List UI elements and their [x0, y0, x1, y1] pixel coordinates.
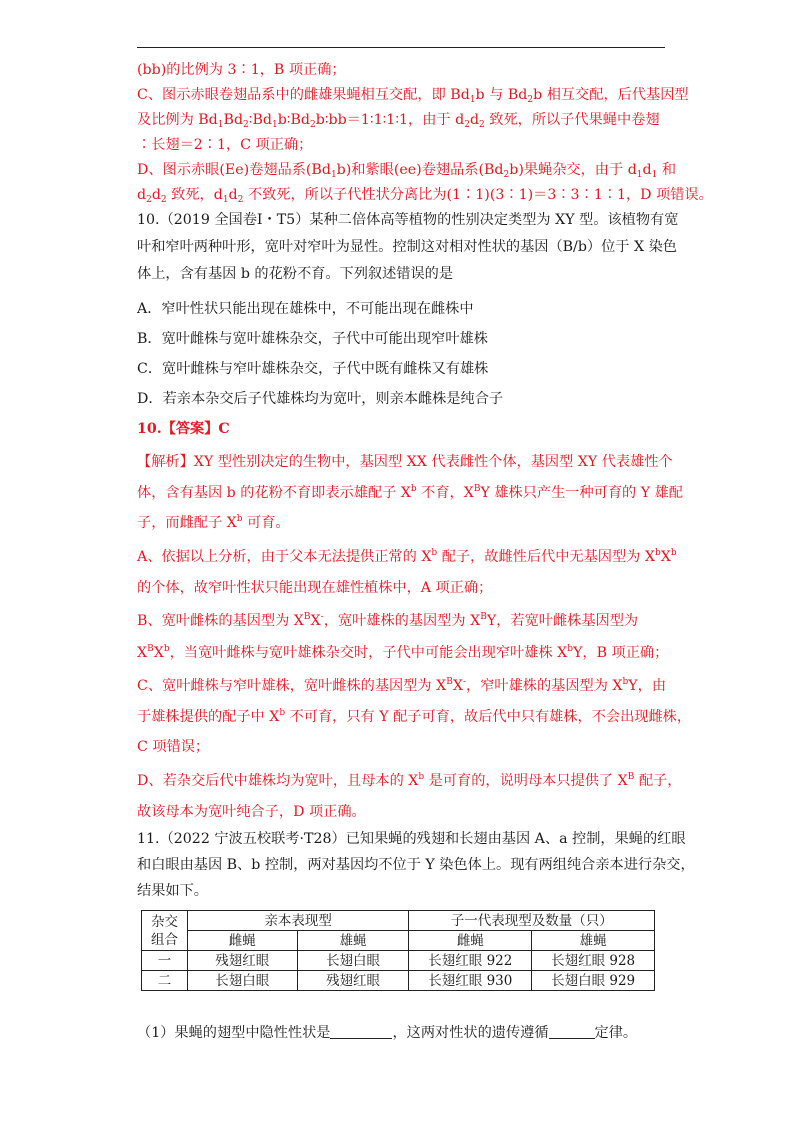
q10-analysis-b-1: B、宽叶雌株的基因型为 $X^BX^-$，宽叶雄株的基因型为 $X^BY$，若宽叶雌株基因型为	[137, 612, 639, 629]
q10-analysis-d-1: D、若杂交后代中雄株均为宽叶，且母本的 $X^b$ 是可育的，说明母本只提供了 $X^B$ 配子，	[137, 772, 682, 789]
cell-parent-female: 长翅白眼	[187, 971, 297, 991]
q10-option-c: C．宽叶雌株与窄叶雄株杂交，子代中既有雌株又有雄株	[137, 361, 489, 377]
cell-f1-female: 长翅红眼 922	[409, 951, 532, 971]
q11-stem-line-2: 和白眼由基因 B、b 控制，两对基因均不位于 Y 染色体上。现有两组纯合亲本进行杂交，	[137, 857, 695, 873]
q10-analysis-intro-3: 子，而雌配子 $X^b$ 可育。	[137, 514, 290, 531]
answer-blank-2[interactable]	[549, 1024, 595, 1039]
table-row	[142, 951, 655, 971]
analysis-c-line-2: 及比例为 $Bd_1Bd_2∶Bd_1b∶Bd_2b∶bb=1∶1∶1∶1$，由于 $d_2d_2$ 致死，所以子代果蝇中卷翅	[137, 112, 660, 130]
q10-analysis-c-1: C、宽叶雌株与窄叶雄株，宽叶雌株的基因型为 $X^BX^-$，窄叶雄株的基因型为 $X^bY$，由	[137, 677, 667, 694]
header-parent-female: 雌蝇	[187, 931, 297, 951]
table-header-row	[142, 911, 655, 931]
q11-stem-line-1: 11.（2022 宁波五校联考·T28）已知果蝇的残翅和长翅由基因 A、a 控制，果蝇的红眼	[137, 831, 686, 847]
q10-stem-line-1: 10.（2019 全国卷Ⅰ・T5）某种二倍体高等植物的性别决定类型为 XY 型。该植物有宽	[137, 212, 679, 228]
q10-option-b: B．宽叶雌株与宽叶雄株杂交，子代中可能出现窄叶雄株	[137, 331, 488, 347]
cell-parent-male: 长翅白眼	[297, 951, 409, 971]
header-f1: 子一代表现型及数量（只）	[409, 911, 655, 931]
q10-analysis-intro-2: 体，含有基因 b 的花粉不育即表示雄配子 $X^b$ 不育，$X^BY$ 雄株只产生一种可育的 Y 雄配	[137, 484, 683, 501]
q10-stem-line-2: 叶和窄叶两种叶形，宽叶对窄叶为显性。控制这对相对性状的基因（B/b）位于 X 染色	[137, 239, 677, 255]
q11-sub-question-1: （1）果蝇的翅型中隐性性状是 ，这两对性状的遗传遵循 定律。	[137, 1025, 638, 1041]
table-subheader-row	[142, 931, 655, 951]
analysis-d-line-2: $d_2d_2$ 致死，$d_1d_2$ 不致死，所以子代性状分离比为(1∶1)(3∶1)＝3∶3∶1∶1，D 项错误。	[137, 187, 713, 205]
cell-parent-female: 残翅红眼	[187, 951, 297, 971]
q11-results-table	[141, 910, 655, 991]
analysis-c-line-3: ∶长翅＝2∶1，C 项正确；	[137, 137, 313, 153]
q10-analysis-intro-1: 【解析】XY 型性别决定的生物中，基因型 XX 代表雌性个体，基因型 XY 代表雄性个	[137, 454, 673, 470]
cell-f1-male: 长翅白眼 929	[532, 971, 655, 991]
header-parents: 亲本表现型	[187, 911, 409, 931]
header-rule	[137, 47, 665, 48]
q10-answer: 10.【答案】C	[137, 421, 230, 437]
q10-analysis-a-1: A、依据以上分析，由于父本无法提供正常的 $X^b$ 配子，故雌性后代中无基因型为 $X^bX^b$	[137, 548, 677, 565]
q10-analysis-a-2: 的个体，故窄叶性状只能出现在雄性植株中，A 项正确；	[137, 580, 493, 596]
analysis-d-line-1: D、图示赤眼(Ee)卷翅品系$(Bd_1b)$和紫眼(ee)卷翅品系$(Bd_2b)$果蝇杂交，由于 $d_1d_1$ 和	[137, 162, 677, 180]
answer-blank-1[interactable]	[330, 1024, 392, 1039]
header-combo: 杂交 组合	[142, 911, 188, 951]
q10-analysis-c-3: C 项错误；	[137, 739, 210, 755]
q10-option-a: A．窄叶性状只能出现在雄株中，不可能出现在雌株中	[137, 301, 474, 317]
q10-analysis-c-2: 于雄株提供的配子中 $X^b$ 不可育，只有 Y 配子可育，故后代中只有雄株，不会出现雌株，	[137, 708, 692, 725]
cell-parent-male: 残翅红眼	[297, 971, 409, 991]
header-parent-male: 雄蝇	[297, 931, 409, 951]
cell-combo: 二	[142, 971, 188, 991]
analysis-c-line-1: C、图示赤眼卷翅品系中的雌雄果蝇相互交配，即 $Bd_1b$ 与 $Bd_2b$ 相互交配，后代基因型	[137, 87, 689, 105]
q11-stem-line-3: 结果如下。	[137, 883, 208, 899]
cell-combo: 一	[142, 951, 188, 971]
q10-option-d: D．若亲本杂交后子代雄株均为宽叶，则亲本雌株是纯合子	[137, 391, 504, 407]
q10-stem-line-3: 体上，含有基因 b 的花粉不育。下列叙述错误的是	[137, 266, 454, 282]
table-row	[142, 971, 655, 991]
analysis-b-continuation: (bb)的比例为 3∶1，B 项正确；	[137, 62, 346, 78]
q10-analysis-b-2: $X^BX^b$，当宽叶雌株与宽叶雄株杂交时，子代中可能会出现窄叶雄株 $X^bY$，B 项正确；	[137, 644, 669, 661]
header-f1-male: 雄蝇	[532, 931, 655, 951]
q10-analysis-d-2: 故该母本为宽叶纯合子，D 项正确。	[137, 804, 366, 820]
header-f1-female: 雌蝇	[409, 931, 532, 951]
cell-f1-male: 长翅红眼 928	[532, 951, 655, 971]
cell-f1-female: 长翅红眼 930	[409, 971, 532, 991]
